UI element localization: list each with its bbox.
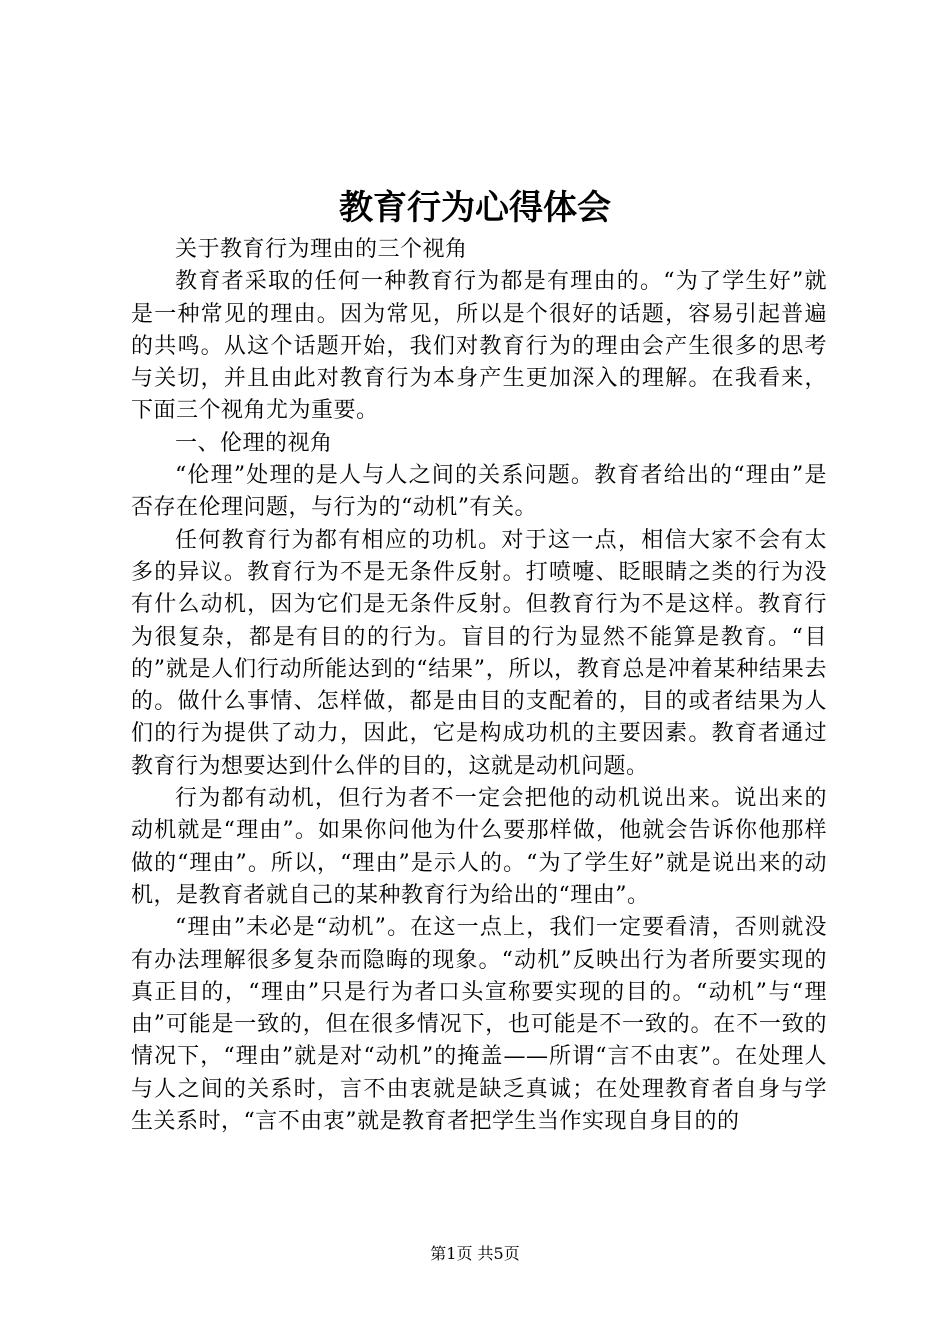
page-number-footer: 第1页 共5页 [430,1244,520,1263]
paragraph: “理由”未必是“动机”。在这一点上，我们一定要看清，否则就没有办法理解很多复杂而隐晦的现象。“动机”反映出行为者所要实现的真正目的，“理由”只是行为者口头宣称要实现的目的。“动机”与“理由”可能是一致的，但在很多情况下，也可能是不一致的。在不一致的情况下，“理由”就是对“动机”的掩盖——所谓“言不由衷”。在处理人与人之间的关系时，言不由衷就是缺乏真诚；在处理教育者自身与学生关系时，“言不由衷”就是教育者把学生当作实现自身目的的 [131,915,827,1135]
section-heading: 一、伦理的视角 [175,430,333,456]
paragraph-subtitle: 关于教育行为理由的三个视角 [175,237,468,262]
document-title: 教育行为心得体会 [339,188,611,228]
document-body [131,234,827,1138]
paragraph: 教育者采取的任何一种教育行为都是有理由的。“为了学生好”就是一种常见的理由。因为常见，所以是个很好的话题，容易引起普遍的共鸣。从这个话题开始，我们对教育行为的理由会产生很多的思考与关切，并且由此对教育行为本身产生更加深入的理解。在我看来，下面三个视角尤为重要。 [131,269,827,424]
paragraph: “伦理”处理的是人与人之间的关系问题。教育者给出的“理由”是否存在伦理问题，与行为的“动机”有关。 [131,463,827,521]
paragraph: 行为都有动机，但行为者不一定会把他的动机说出来。说出来的动机就是“理由”。如果你问他为什么要那样做，他就会告诉你他那样做的“理由”。所以，“理由”是示人的。“为了学生好”就是说出来的动机，是教育者就自己的某种教育行为给出的“理由”。 [131,786,827,908]
paragraph: 任何教育行为都有相应的功机。对于这一点，相信大家不会有太多的异议。教育行为不是无条件反射。打喷嚏、眨眼睛之类的行为没有什么动机，因为它们是无条件反射。但教育行为不是这样。教育行为很复杂，都是有目的的行为。盲目的行为显然不能算是教育。“目的”就是人们行动所能达到的“结果”，所以，教育总是冲着某种结果去的。做什么事情、怎样做，都是由目的支配着的，目的或者结果为人们的行为提供了动力，因此，它是构成功机的主要因素。教育者通过教育行为想要达到什么伴的目的，这就是动机问题。 [131,527,827,779]
